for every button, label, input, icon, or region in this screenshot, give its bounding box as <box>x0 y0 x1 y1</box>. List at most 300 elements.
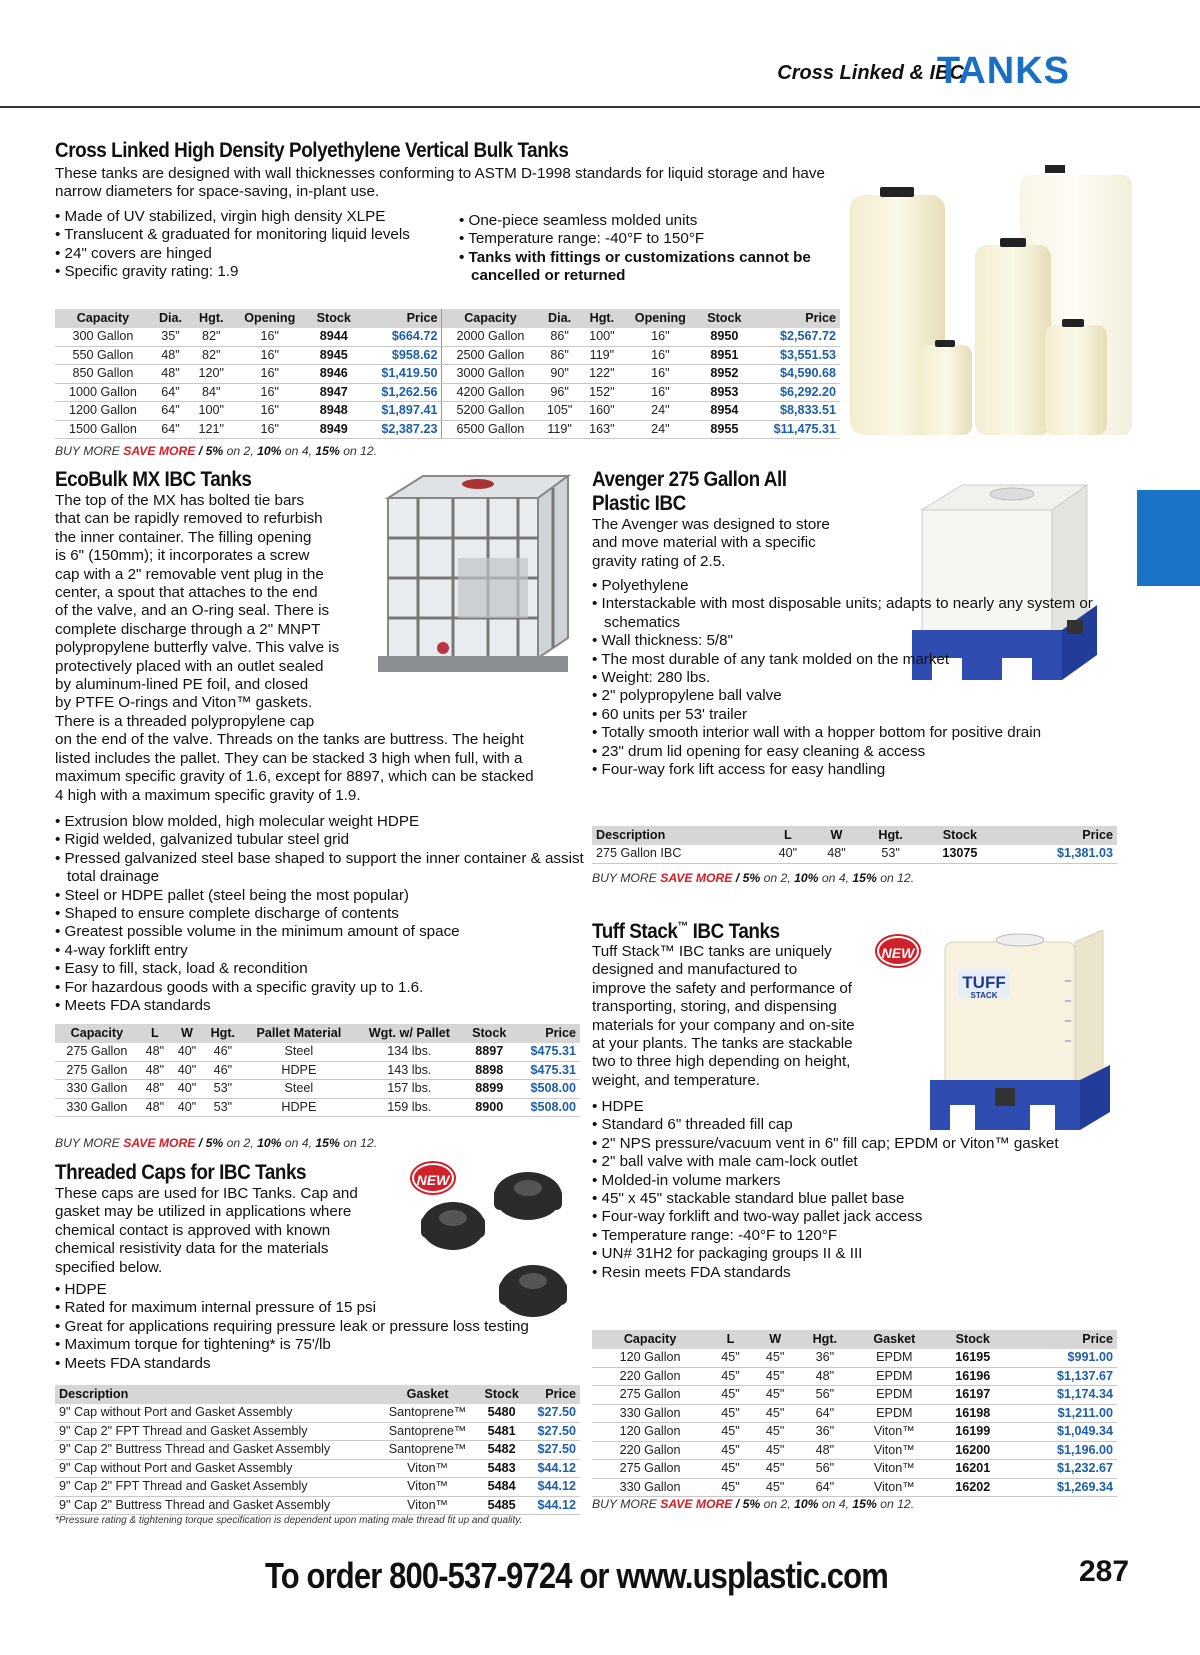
table-cell: 160" <box>581 402 623 421</box>
caps-desc-line: chemical contact is approved with known <box>55 1221 331 1239</box>
table-cell: 16" <box>232 328 307 346</box>
table-cell: 16" <box>623 383 698 402</box>
discount-10: 10% <box>794 871 819 885</box>
table-cell: 16201 <box>937 1460 1010 1479</box>
ecobulk-desc-line: maximum specific gravity of 1.6, except for 8897, which can be stacked <box>55 768 534 786</box>
ecobulk-table-wrap <box>55 1024 580 1117</box>
ecobulk-price-table <box>55 1024 580 1117</box>
table-cell: Viton™ <box>852 1441 936 1460</box>
caps-bullets <box>55 1281 615 1373</box>
table-cell: 300 Gallon <box>55 328 151 346</box>
table-cell: 40" <box>171 1080 203 1099</box>
table-cell: 45" <box>708 1367 753 1386</box>
table-col-header: W <box>812 826 861 845</box>
table-cell: 8949 <box>307 420 360 439</box>
table-col-header: Capacity <box>592 1330 708 1349</box>
table-cell: 86" <box>538 328 580 346</box>
table-cell: 16" <box>232 420 307 439</box>
avenger-bullet: • Four-way fork lift access for easy handling <box>592 761 1112 779</box>
ecobulk-bullet: • Easy to fill, stack, load & recondition <box>55 960 595 978</box>
table-col-header: Gasket <box>378 1385 477 1404</box>
table-col-header: Hgt. <box>203 1024 242 1043</box>
xlpe-bullet: • Made of UV stabilized, virgin high density XLPE <box>55 208 455 226</box>
table-cell: 275 Gallon <box>592 1460 708 1479</box>
table-cell: 122" <box>581 365 623 384</box>
tuff-desc-line: at your plants. The tanks are stackable <box>592 1035 853 1053</box>
table-cell: Santoprene™ <box>378 1404 477 1422</box>
xlpe-title: Cross Linked High Density Polyethylene Vertical Bulk Tanks <box>55 139 569 162</box>
table-col-header: L <box>764 826 813 845</box>
table-row <box>55 420 840 439</box>
tuff-bullet: • Standard 6" threaded fill cap <box>592 1116 1112 1134</box>
table-cell: 143 lbs. <box>355 1061 463 1080</box>
table-cell: 45" <box>708 1423 753 1442</box>
table-cell: Viton™ <box>852 1460 936 1479</box>
avenger-desc-line: gravity rating of 2.5. <box>592 552 726 570</box>
ecobulk-desc-line: is 6" (150mm); it incorporates a screw <box>55 547 310 565</box>
tuff-desc-line: weight, and temperature. <box>592 1071 761 1089</box>
table-cell: 45" <box>708 1441 753 1460</box>
header-rule <box>0 106 1200 108</box>
table-row <box>592 1404 1117 1423</box>
table-cell: 275 Gallon IBC <box>592 845 764 863</box>
table-cell: $44.12 <box>526 1478 580 1497</box>
table-cell: Viton™ <box>852 1478 936 1497</box>
ecobulk-bullet: • Greatest possible volume in the minimum amount of space <box>55 923 595 941</box>
table-cell: 5480 <box>477 1404 526 1422</box>
table-col-header: Stock <box>464 1024 515 1043</box>
caps-bullet: • Great for applications requiring pressure leak or pressure loss testing <box>55 1318 615 1336</box>
save-more-label: SAVE MORE <box>660 871 733 885</box>
table-col-header: Wgt. w/ Pallet <box>355 1024 463 1043</box>
table-col-header: Description <box>55 1385 378 1404</box>
table-cell: HDPE <box>243 1098 356 1117</box>
table-cell: 8951 <box>698 346 751 365</box>
table-col-header: Hgt. <box>797 1330 852 1349</box>
qty-12: on 12. <box>876 871 915 885</box>
table-cell: 159 lbs. <box>355 1098 463 1117</box>
table-cell: 64" <box>151 383 190 402</box>
table-cell: 16198 <box>937 1404 1010 1423</box>
table-cell: 45" <box>753 1386 798 1405</box>
table-cell: 45" <box>708 1404 753 1423</box>
table-cell: $475.31 <box>515 1043 580 1061</box>
table-cell: 330 Gallon <box>55 1080 139 1099</box>
xlpe-col-header: Price <box>751 309 840 328</box>
table-cell: 220 Gallon <box>592 1367 708 1386</box>
caps-bullet: • HDPE <box>55 1281 615 1299</box>
table-cell: 105" <box>538 402 580 421</box>
table-row <box>55 346 840 365</box>
tuff-title-rest: IBC Tanks <box>687 920 780 943</box>
caps-price-table <box>55 1385 580 1515</box>
table-cell: HDPE <box>243 1061 356 1080</box>
avenger-bullet: • 23" drum lid opening for easy cleaning & access <box>592 743 1112 761</box>
tuff-desc-line: Tuff Stack™ IBC tanks are uniquely <box>592 943 832 960</box>
table-cell: $1,262.56 <box>360 383 442 402</box>
ecobulk-bullet: • Extrusion blow molded, high molecular weight HDPE <box>55 813 595 831</box>
ecobulk-ibc-image <box>378 468 578 683</box>
header-title: TANKS <box>936 50 1070 92</box>
table-cell: $508.00 <box>515 1080 580 1099</box>
ecobulk-desc-line: 4 high with a maximum specific gravity of 1.9. <box>55 786 361 804</box>
table-cell: 2500 Gallon <box>442 346 539 365</box>
caps-desc-line: chemical resistivity data for the materials <box>55 1240 329 1258</box>
buy-more-label: BUY MORE <box>592 1497 661 1511</box>
tuff-bullet: • Temperature range: -40°F to 120°F <box>592 1227 1112 1245</box>
table-cell: 5485 <box>477 1496 526 1515</box>
ecobulk-bullet: • Meets FDA standards <box>55 997 595 1015</box>
table-cell: 53" <box>861 845 921 863</box>
table-cell: 9" Cap without Port and Gasket Assembly <box>55 1404 378 1422</box>
table-row <box>55 1478 580 1497</box>
table-cell: 64" <box>151 402 190 421</box>
table-cell: 45" <box>753 1349 798 1367</box>
table-col-header: Capacity <box>55 1024 139 1043</box>
table-cell: 550 Gallon <box>55 346 151 365</box>
xlpe-col-header: Hgt. <box>190 309 232 328</box>
table-cell: $958.62 <box>360 346 442 365</box>
slash: / <box>195 1136 206 1150</box>
tuff-desc-line: materials for your company and on-site <box>592 1016 855 1034</box>
table-cell: $4,590.68 <box>751 365 840 384</box>
xlpe-col-header: Price <box>360 309 442 328</box>
table-cell: 48" <box>139 1098 171 1117</box>
save-more-label: SAVE MORE <box>660 1497 733 1511</box>
xlpe-price-table <box>55 309 840 439</box>
table-col-header: Stock <box>477 1385 526 1404</box>
table-col-header: Price <box>999 826 1117 845</box>
table-cell: 45" <box>753 1404 798 1423</box>
ecobulk-desc-line: the inner container. The filling opening <box>55 528 312 546</box>
table-cell: 134 lbs. <box>355 1043 463 1061</box>
table-cell: Santoprene™ <box>378 1422 477 1441</box>
caps-title: Threaded Caps for IBC Tanks <box>55 1161 307 1184</box>
table-cell: 119" <box>581 346 623 365</box>
table-cell: 16" <box>623 346 698 365</box>
table-col-header: Description <box>592 826 764 845</box>
discount-15: 15% <box>852 1497 877 1511</box>
table-cell: 330 Gallon <box>592 1478 708 1497</box>
ecobulk-bullet: • Pressed galvanized steel base shaped to support the inner container & assist total drainage <box>55 850 595 887</box>
table-cell: 8948 <box>307 402 360 421</box>
discount-10: 10% <box>257 1136 282 1150</box>
table-cell: $475.31 <box>515 1061 580 1080</box>
table-cell: $8,833.51 <box>751 402 840 421</box>
ecobulk-title: EcoBulk MX IBC Tanks <box>55 468 252 491</box>
table-row <box>592 1349 1117 1367</box>
qty-12: on 12. <box>339 1136 378 1150</box>
table-cell: $508.00 <box>515 1098 580 1117</box>
table-cell: 82" <box>190 346 232 365</box>
qty-2: on 2, <box>760 871 795 885</box>
avenger-desc-line: The Avenger was designed to store <box>592 516 830 533</box>
xlpe-col-header: Opening <box>623 309 698 328</box>
table-row <box>55 1496 580 1515</box>
caps-bullet: • Rated for maximum internal pressure of 15 psi <box>55 1299 615 1317</box>
table-cell: 40" <box>171 1061 203 1080</box>
table-row <box>592 1386 1117 1405</box>
xlpe-bullet: • 24" covers are hinged <box>55 245 455 263</box>
xlpe-col-header: Stock <box>307 309 360 328</box>
table-cell: $27.50 <box>526 1404 580 1422</box>
table-cell: 8953 <box>698 383 751 402</box>
table-cell: 16" <box>232 365 307 384</box>
table-cell: 9" Cap 2" FPT Thread and Gasket Assembly <box>55 1478 378 1497</box>
table-cell: 275 Gallon <box>55 1061 139 1080</box>
table-cell: $2,387.23 <box>360 420 442 439</box>
table-cell: 45" <box>708 1386 753 1405</box>
tuff-price-table <box>592 1330 1117 1497</box>
avenger-bullet: • 2" polypropylene ball valve <box>592 687 1112 705</box>
table-cell: 120 Gallon <box>592 1423 708 1442</box>
table-cell: 45" <box>708 1460 753 1479</box>
table-cell: 48" <box>151 346 190 365</box>
ecobulk-bullet: • Shaped to ensure complete discharge of contents <box>55 905 595 923</box>
avenger-title-line1: Avenger 275 Gallon All <box>592 468 787 491</box>
qty-2: on 2, <box>760 1497 795 1511</box>
table-row <box>55 1080 580 1099</box>
tuff-bullet: • UN# 31H2 for packaging groups II & III <box>592 1245 1112 1263</box>
table-cell: 9" Cap without Port and Gasket Assembly <box>55 1459 378 1478</box>
table-row <box>55 1061 580 1080</box>
table-cell: 5481 <box>477 1422 526 1441</box>
table-cell: 40" <box>764 845 813 863</box>
table-cell: 16200 <box>937 1441 1010 1460</box>
caps-desc-line: These caps are used for IBC Tanks. Cap and <box>55 1185 358 1202</box>
table-cell: 36" <box>797 1349 852 1367</box>
qty-12: on 12. <box>876 1497 915 1511</box>
table-col-header: Price <box>515 1024 580 1043</box>
table-cell: 24" <box>623 402 698 421</box>
table-cell: Steel <box>243 1080 356 1099</box>
table-cell: 330 Gallon <box>55 1098 139 1117</box>
tuff-desc-line: improve the safety and performance of <box>592 979 853 997</box>
xlpe-col-header: Dia. <box>538 309 580 328</box>
caps-footnote: *Pressure rating & tightening torque specification is dependent upon mating male thread fit up and quality. <box>55 1515 523 1526</box>
table-cell: 35" <box>151 328 190 346</box>
ecobulk-desc-line: polypropylene butterfly valve. This valve is <box>55 639 340 657</box>
table-cell: 45" <box>708 1478 753 1497</box>
xlpe-bullets-right <box>459 212 844 286</box>
tuff-title-name: Tuff Stack <box>592 920 678 943</box>
qty-4: on 4, <box>281 1136 316 1150</box>
table-cell: Viton™ <box>378 1478 477 1497</box>
ecobulk-desc-line: cap with a 2" removable vent plug in the <box>55 565 324 583</box>
table-cell: 96" <box>538 383 580 402</box>
ecobulk-desc-line: complete discharge through a 2" MNPT <box>55 620 321 638</box>
table-cell: 40" <box>171 1043 203 1061</box>
table-cell: 8898 <box>464 1061 515 1080</box>
slash: / <box>732 871 743 885</box>
table-cell: $1,897.41 <box>360 402 442 421</box>
avenger-bullet: • Wall thickness: 5/8" <box>592 632 1112 650</box>
table-cell: 45" <box>753 1441 798 1460</box>
caps-bullet: • Meets FDA standards <box>55 1355 615 1373</box>
table-cell: 8950 <box>698 328 751 346</box>
section-tab <box>1137 490 1200 586</box>
table-cell: 48" <box>139 1080 171 1099</box>
table-cell: EPDM <box>852 1404 936 1423</box>
ecobulk-desc-line: listed includes the pallet. They can be stacked 3 high when full, with a <box>55 749 523 767</box>
tuff-bullet: • 45" x 45" stackable standard blue pallet base <box>592 1190 1112 1208</box>
table-cell: $1,211.00 <box>1009 1404 1117 1423</box>
header-subtitle: Cross Linked & IBC <box>777 62 964 84</box>
save-more-label: SAVE MORE <box>123 1136 196 1150</box>
table-cell: $27.50 <box>526 1441 580 1460</box>
tuff-bullet: • 2" ball valve with male cam-lock outlet <box>592 1153 1112 1171</box>
discount-15: 15% <box>315 1136 340 1150</box>
save-more-label: SAVE MORE <box>123 444 196 458</box>
discount-5: 5% <box>205 444 224 458</box>
table-row <box>592 845 1117 863</box>
table-cell: Santoprene™ <box>378 1441 477 1460</box>
discount-5: 5% <box>205 1136 224 1150</box>
table-cell: 64" <box>151 420 190 439</box>
table-cell: 5200 Gallon <box>442 402 539 421</box>
xlpe-table-wrap <box>55 309 840 439</box>
table-col-header: L <box>708 1330 753 1349</box>
ecobulk-bullet: • For hazardous goods with a specific gravity up to 1.6. <box>55 979 595 997</box>
table-cell: 16202 <box>937 1478 1010 1497</box>
table-cell: 120" <box>190 365 232 384</box>
table-cell: 84" <box>190 383 232 402</box>
table-cell: 163" <box>581 420 623 439</box>
table-cell: 45" <box>708 1349 753 1367</box>
tuff-description <box>592 943 882 1090</box>
table-cell: 121" <box>190 420 232 439</box>
table-cell: 24" <box>623 420 698 439</box>
xlpe-col-header: Dia. <box>151 309 190 328</box>
table-cell: 4200 Gallon <box>442 383 539 402</box>
table-row <box>592 1460 1117 1479</box>
table-cell: 86" <box>538 346 580 365</box>
tuff-logo-word2: STACK <box>970 991 998 1000</box>
table-cell: 16199 <box>937 1423 1010 1442</box>
qty-4: on 4, <box>818 1497 853 1511</box>
tuff-table-wrap <box>592 1330 1117 1497</box>
table-cell: 40" <box>171 1098 203 1117</box>
table-row <box>55 1422 580 1441</box>
table-cell: 2000 Gallon <box>442 328 539 346</box>
table-cell: 3000 Gallon <box>442 365 539 384</box>
table-cell: 1500 Gallon <box>55 420 151 439</box>
table-row <box>592 1367 1117 1386</box>
avenger-bullet: • Polyethylene <box>592 577 1112 595</box>
table-cell: 45" <box>753 1423 798 1442</box>
table-row <box>592 1441 1117 1460</box>
tuff-bullet: • Four-way forklift and two-way pallet jack access <box>592 1208 1112 1226</box>
slash: / <box>195 444 206 458</box>
tuff-bullet: • HDPE <box>592 1098 1112 1116</box>
table-cell: $991.00 <box>1009 1349 1117 1367</box>
tuff-desc-line: transporting, storing, and dispensing <box>592 998 837 1016</box>
table-cell: $2,567.72 <box>751 328 840 346</box>
table-cell: 9" Cap 2" FPT Thread and Gasket Assembly <box>55 1422 378 1441</box>
table-cell: 8899 <box>464 1080 515 1099</box>
table-row <box>55 1441 580 1460</box>
buy-more-label: BUY MORE <box>592 871 661 885</box>
table-cell: 8952 <box>698 365 751 384</box>
xlpe-bullet: • Translucent & graduated for monitoring liquid levels <box>55 226 455 244</box>
table-col-header: Price <box>526 1385 580 1404</box>
table-cell: $27.50 <box>526 1422 580 1441</box>
ecobulk-desc-line: that can be rapidly removed to refurbish <box>55 510 323 528</box>
table-cell: 6500 Gallon <box>442 420 539 439</box>
avenger-description <box>592 516 882 571</box>
discount-5: 5% <box>742 871 761 885</box>
tuff-title <box>592 919 780 944</box>
table-cell: Viton™ <box>378 1496 477 1515</box>
xlpe-bullet: • Temperature range: -40°F to 150°F <box>459 230 844 248</box>
ecobulk-desc-line: by PTFE O-rings and Viton™ gaskets. <box>55 694 313 712</box>
ecobulk-buy-more <box>55 1136 377 1150</box>
xlpe-col-header: Opening <box>232 309 307 328</box>
table-row <box>55 1404 580 1422</box>
table-cell: 36" <box>797 1423 852 1442</box>
avenger-table-wrap <box>592 826 1117 864</box>
table-cell: EPDM <box>852 1386 936 1405</box>
table-cell: $11,475.31 <box>751 420 840 439</box>
caps-table-wrap <box>55 1385 580 1515</box>
table-cell: Steel <box>243 1043 356 1061</box>
table-cell: $1,049.34 <box>1009 1423 1117 1442</box>
avenger-bullets <box>592 577 1112 779</box>
ecobulk-bullet: • Steel or HDPE pallet (steel being the most popular) <box>55 887 595 905</box>
table-cell: 48" <box>797 1441 852 1460</box>
table-cell: 8944 <box>307 328 360 346</box>
table-cell: 1000 Gallon <box>55 383 151 402</box>
table-cell: 119" <box>538 420 580 439</box>
ecobulk-desc-line: The top of the MX has bolted tie bars <box>55 492 305 509</box>
qty-4: on 4, <box>281 444 316 458</box>
tuff-bullet: • Molded-in volume markers <box>592 1172 1112 1190</box>
table-cell: $44.12 <box>526 1459 580 1478</box>
table-cell: 90" <box>538 365 580 384</box>
xlpe-tanks-image <box>850 165 1135 440</box>
table-cell: 82" <box>190 328 232 346</box>
xlpe-buy-more <box>55 444 377 458</box>
caps-description <box>55 1185 455 1277</box>
xlpe-bullet-bold: • Tanks with fittings or customizations cannot be cancelled or returned <box>459 249 844 286</box>
table-cell: 8946 <box>307 365 360 384</box>
avenger-buy-more <box>592 871 914 885</box>
table-cell: 8945 <box>307 346 360 365</box>
table-cell: 850 Gallon <box>55 365 151 384</box>
table-col-header: Price <box>1009 1330 1117 1349</box>
tuff-bullets <box>592 1098 1112 1282</box>
table-cell: 16" <box>232 346 307 365</box>
table-cell: 8897 <box>464 1043 515 1061</box>
avenger-title-line2: Plastic IBC <box>592 492 686 515</box>
table-cell: 64" <box>797 1478 852 1497</box>
table-row <box>55 1043 580 1061</box>
xlpe-bullets-left <box>55 208 455 282</box>
avenger-bullet: • The most durable of any tank molded on the market <box>592 651 1112 669</box>
table-cell: 5484 <box>477 1478 526 1497</box>
table-cell: $1,419.50 <box>360 365 442 384</box>
avenger-bullet: • 60 units per 53' trailer <box>592 706 1112 724</box>
caps-desc-line: specified below. <box>55 1258 163 1276</box>
table-col-header: Stock <box>937 1330 1010 1349</box>
table-cell: $664.72 <box>360 328 442 346</box>
table-col-header: Hgt. <box>861 826 921 845</box>
table-cell: 152" <box>581 383 623 402</box>
table-cell: 16196 <box>937 1367 1010 1386</box>
table-cell: $1,232.67 <box>1009 1460 1117 1479</box>
avenger-desc-line: and move material with a specific <box>592 534 816 552</box>
discount-10: 10% <box>794 1497 819 1511</box>
